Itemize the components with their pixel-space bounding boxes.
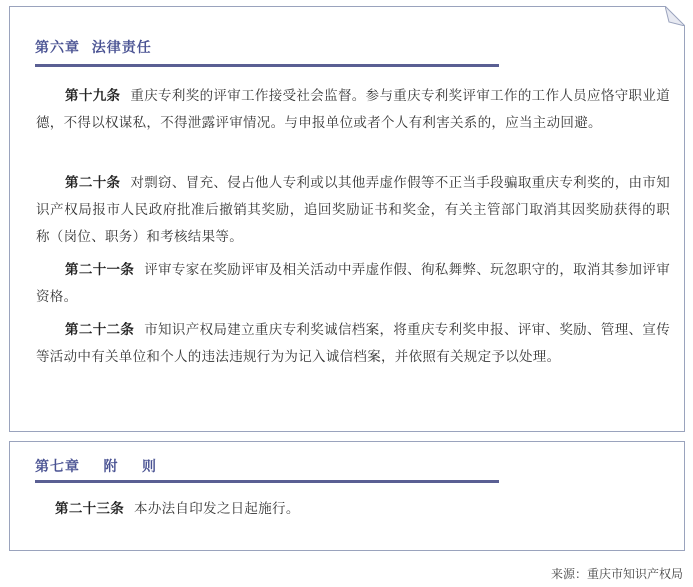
article-21 bbox=[36, 257, 670, 311]
article-19 bbox=[36, 83, 670, 137]
article-number: 第二十二条 bbox=[65, 322, 135, 338]
article-number: 第二十一条 bbox=[65, 262, 135, 278]
article-23 bbox=[26, 496, 660, 523]
chapter-6-title: 第六章 法律责任 bbox=[35, 40, 152, 56]
chapter-7-box bbox=[9, 441, 685, 551]
article-20 bbox=[36, 170, 670, 251]
source-note: 来源：重庆市知识产权局 bbox=[550, 567, 683, 581]
article-text: 本办法自印发之日起施行。 bbox=[134, 501, 300, 517]
article-number: 第二十条 bbox=[65, 175, 121, 191]
article-text: 评审专家在奖励评审及相关活动中弄虚作假、徇私舞弊、玩忽职守的，取消其参加评审资格。 bbox=[36, 262, 671, 305]
article-number: 第二十三条 bbox=[55, 501, 125, 517]
article-text: 重庆专利奖的评审工作接受社会监督。参与重庆专利奖评审工作的工作人员应恪守职业道德，不得以权谋私，不得泄露评审情况。与申报单位或者个人有利害关系的，应当主动回避。 bbox=[36, 88, 671, 131]
chapter-6-box bbox=[9, 6, 685, 432]
chapter-7-title: 第七章 附 则 bbox=[35, 459, 157, 475]
chapter-7-title-rule bbox=[35, 480, 499, 483]
article-text: 对剽窃、冒充、侵占他人专利或以其他弄虚作假等不正当手段骗取重庆专利奖的，由市知识产权局报市人民政府批准后撤销其奖励，追回奖励证书和奖金，有关主管部门取消其因奖励获得的职称（岗位、职务）和考核结果等。 bbox=[36, 175, 671, 245]
article-number: 第十九条 bbox=[65, 88, 121, 104]
article-22 bbox=[36, 317, 670, 371]
chapter-6-title-rule bbox=[35, 64, 499, 67]
article-text: 市知识产权局建立重庆专利奖诚信档案，将重庆专利奖申报、评审、奖励、管理、宣传等活动中有关单位和个人的违法违规行为为记入诚信档案，并依照有关规定予以处理。 bbox=[36, 322, 671, 365]
folded-corner-icon bbox=[665, 6, 685, 26]
